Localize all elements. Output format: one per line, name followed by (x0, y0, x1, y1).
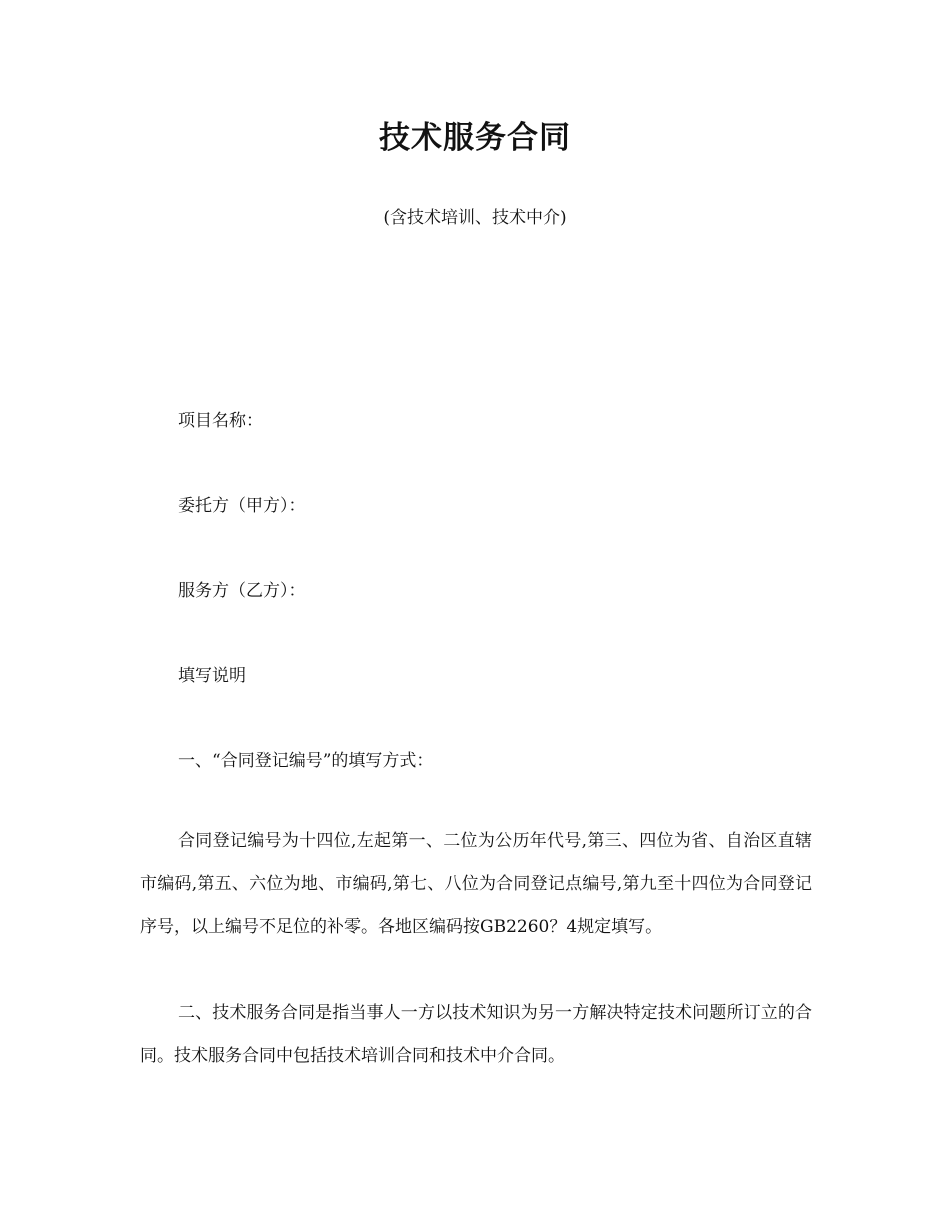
document-subtitle: (含技术培训、技术中介) (383, 208, 567, 228)
provider-field: 服务方（乙方）： (178, 581, 306, 601)
project-name-field: 项目名称： (178, 411, 263, 431)
service-contract-definition-paragraph: 二、技术服务合同是指当事人一方以技术知识为另一方解决特定技术问题所订立的合同。技术服务合同中包括技术培训合同和技术中介合同。 (140, 1003, 812, 1066)
registration-number-paragraph: 合同登记编号为十四位,左起第一、二位为公历年代号,第三、四位为省、自治区直辖市编码,第五、六位为地、市编码,第七、八位为合同登记点编号,第九至十四位为合同登记序号，以上编号不足位的补零。各地区编码按GB2260？4规定填写。 (140, 831, 812, 937)
document-title: 技术服务合同 (379, 120, 571, 156)
instructions-heading: 填写说明 (178, 666, 246, 686)
client-field: 委托方（甲方）： (178, 496, 306, 516)
section-one-heading: 一、“合同登记编号”的填写方式： (178, 751, 434, 771)
